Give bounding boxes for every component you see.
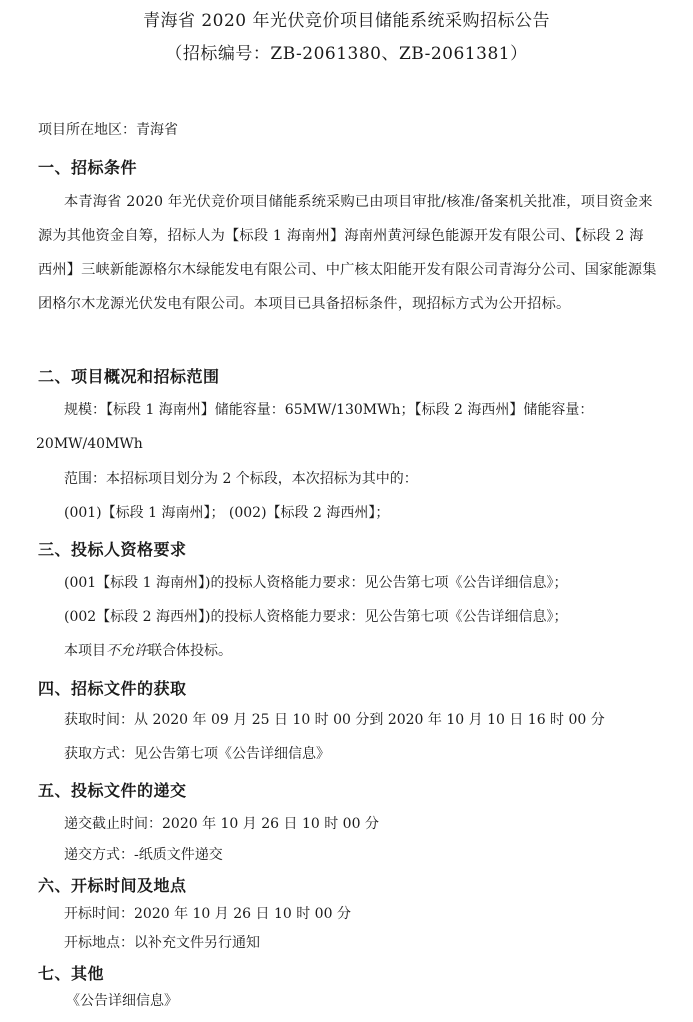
requirement-lot-2: (002【标段 2 海西州】)的投标人资格能力要求：见公告第七项《公告详细信息》； xyxy=(64,609,568,625)
submission-method: 递交方式：-纸质文件递交 xyxy=(64,847,223,863)
document-title: 青海省 2020 年光伏竞价项目储能系统采购招标公告 xyxy=(142,11,551,31)
scale-line-2: 20MW/40MWh xyxy=(36,436,143,452)
section-heading-6: 六、开标时间及地点 xyxy=(38,876,187,895)
detail-info-link[interactable]: 《公告详细信息》 xyxy=(66,993,178,1009)
project-region: 项目所在地区：青海省 xyxy=(38,122,178,138)
tender-code: （招标编号：ZB-2061380、ZB-2061381） xyxy=(165,44,528,64)
section-heading-3: 三、投标人资格要求 xyxy=(38,540,187,559)
submission-deadline: 递交截止时间：2020 年 10 月 26 日 10 时 00 分 xyxy=(64,816,379,832)
consortium-line xyxy=(64,642,232,660)
acquisition-method: 获取方式：见公告第七项《公告详细信息》 xyxy=(64,746,330,762)
section-1-body: 本青海省 2020 年光伏竞价项目储能系统采购已由项目审批/核准/备案机关批准，项目资金来源为其他资金自筹，招标人为【标段 1 海南州】海南州黄河绿色能源开发有限公司、【标段 2 海西州】三峡新能源格尔木绿能发电有限公司、中广核太阳能开发有限公司青海分公司、国家能源集团格尔木龙源光伏发电有限公司。本项目已具备招标条件，现招标方式为公开招标。 xyxy=(38,194,657,312)
opening-time: 开标时间：2020 年 10 月 26 日 10 时 00 分 xyxy=(64,906,351,922)
requirement-lot-1: (001【标段 1 海南州】)的投标人资格能力要求：见公告第七项《公告详细信息》； xyxy=(64,575,568,591)
scale-line-1: 规模：【标段 1 海南州】储能容量：65MW/130MWh；【标段 2 海西州】储能容量： xyxy=(64,402,594,418)
section-heading-5: 五、投标文件的递交 xyxy=(38,781,187,800)
section-heading-7: 七、其他 xyxy=(38,964,105,983)
scope-line: 范围：本招标项目划分为 2 个标段，本次招标为其中的： xyxy=(64,471,418,487)
acquisition-time: 获取时间：从 2020 年 09 月 25 日 10 时 00 分到 2020 年 10 月 10 日 16 时 00 分 xyxy=(64,712,605,728)
opening-place: 开标地点：以补充文件另行通知 xyxy=(64,935,260,951)
section-heading-4: 四、招标文件的获取 xyxy=(38,679,187,698)
consortium-emphasis: 不允许 xyxy=(106,643,148,659)
section-heading-1: 一、招标条件 xyxy=(38,158,138,177)
section-heading-2: 二、项目概况和招标范围 xyxy=(38,367,220,386)
lots-line: (001)【标段 1 海南州】； (002)【标段 2 海西州】； xyxy=(64,505,390,521)
consortium-prefix: 本项目 xyxy=(64,643,106,659)
consortium-suffix: 联合体投标。 xyxy=(148,643,232,659)
